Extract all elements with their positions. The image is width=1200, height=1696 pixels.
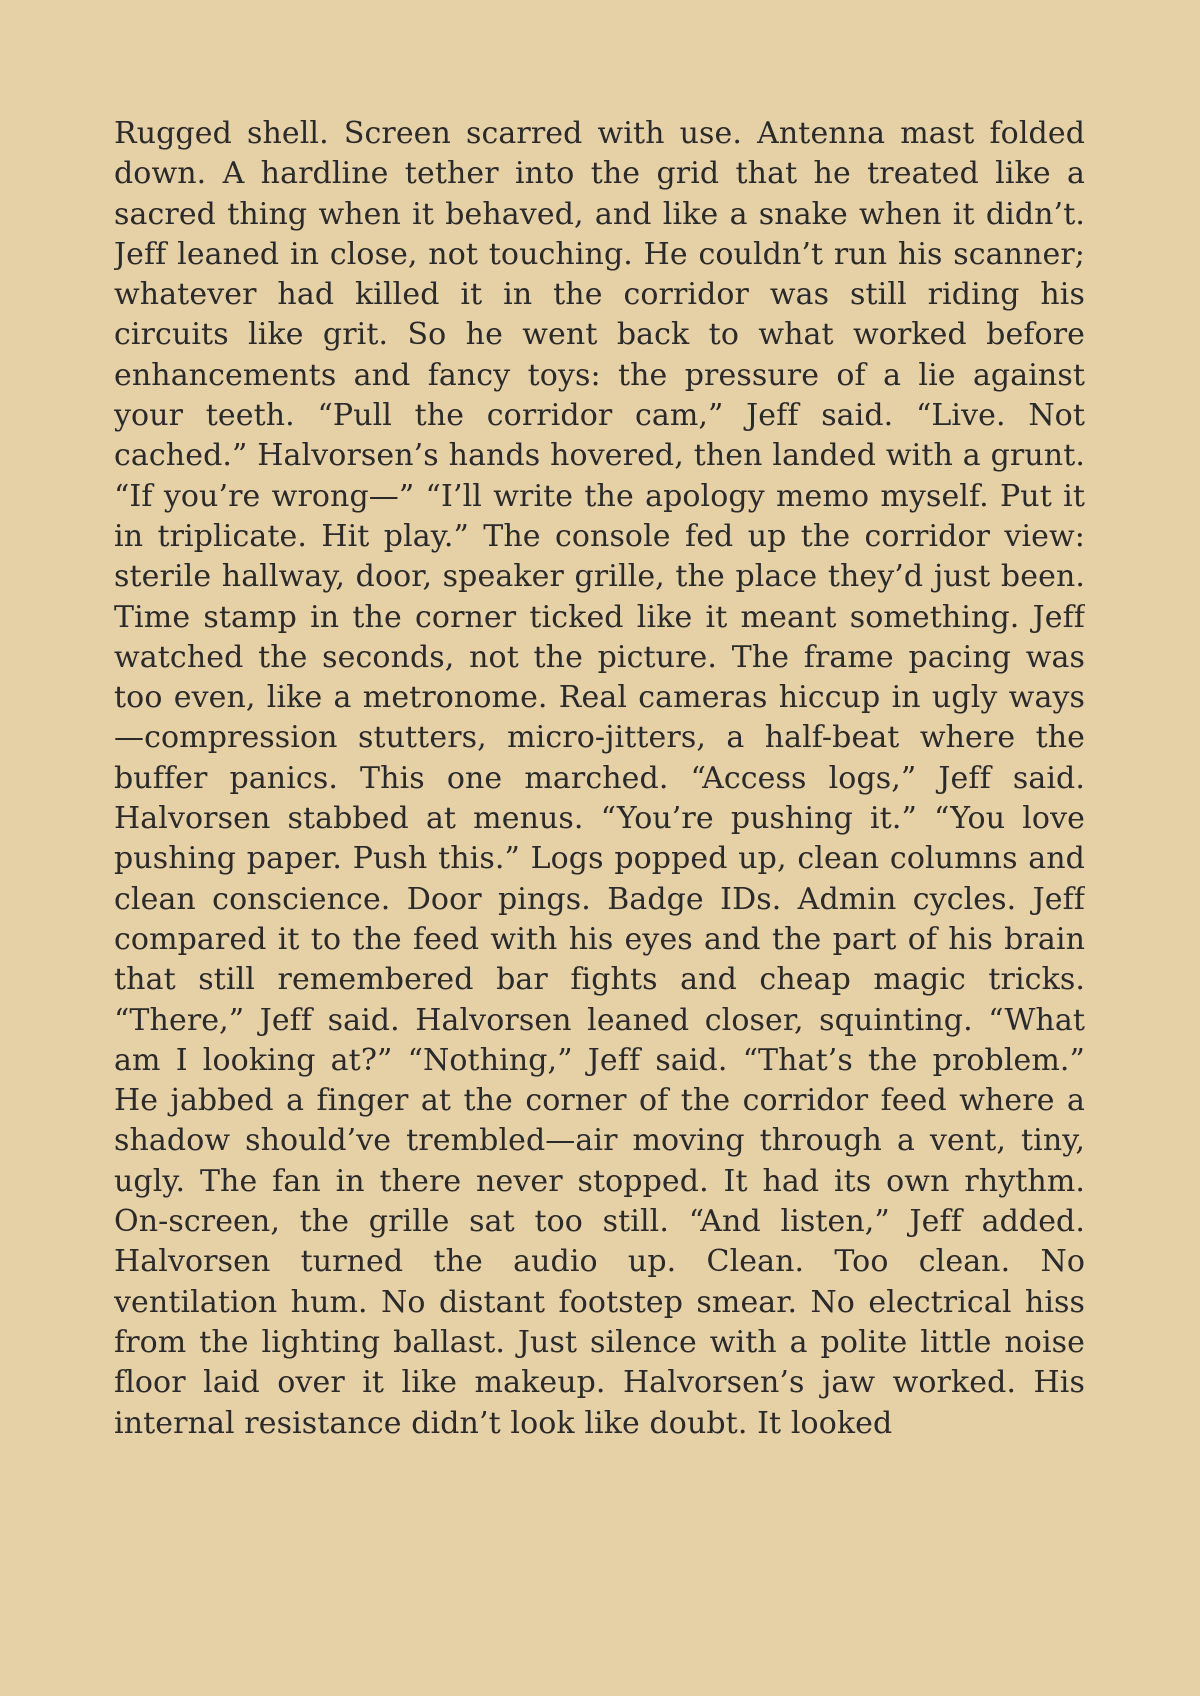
body-paragraph: Rugged shell. Screen scarred with use. Antenna mast folded down. A hardline tether into the grid that he treated like a sacred thing when it behaved, and like a snake when it didn’t. Jeff leaned in close, not touching. He couldn’t run his scanner; whatever had killed it in the corridor was still riding his circuits like grit. So he went back to what worked before enhancements and fancy toys: the pressure of a lie against your teeth. “Pull the corridor cam,” Jeff said. “Live. Not cached.” Halvorsen’s hands hovered, then landed with a grunt. “If you’re wrong—” “I’ll write the apology memo myself. Put it in triplicate. Hit play.” The console fed up the corridor view: sterile hallway, door, speaker grille, the place they’d just been. Time stamp in the corner ticked like it meant something. Jeff watched the seconds, not the picture. The frame pacing was too even, like a metronome. Real cameras hiccup in ugly ways—compression stutters, micro-jitters, a half-beat where the buffer panics. This one marched. “Access logs,” Jeff said. Halvorsen stabbed at menus. “You’re pushing it.” “You love pushing paper. Push this.” Logs popped up, clean columns and clean conscience. Door pings. Badge IDs. Admin cycles. Jeff compared it to the feed with his eyes and the part of his brain that still remembered bar fights and cheap magic tricks. “There,” Jeff said. Halvorsen leaned closer, squinting. “What am I looking at?” “Nothing,” Jeff said. “That’s the problem.” He jabbed a finger at the corner of the corridor feed where a shadow should’ve trembled—air moving through a vent, tiny, ugly. The fan in there never stopped. It had its own rhythm. On-screen, the grille sat too still. “And listen,” Jeff added. Halvorsen turned the audio up. Clean. Too clean. No ventilation hum. No distant footstep smear. No electrical hiss from the lighting ballast. Just silence with a polite little noise floor laid over it like makeup. Halvorsen’s jaw worked. His internal resistance didn’t look like doubt. It looked: [114, 116, 1085, 1441]
page-content: [114, 114, 1085, 1654]
